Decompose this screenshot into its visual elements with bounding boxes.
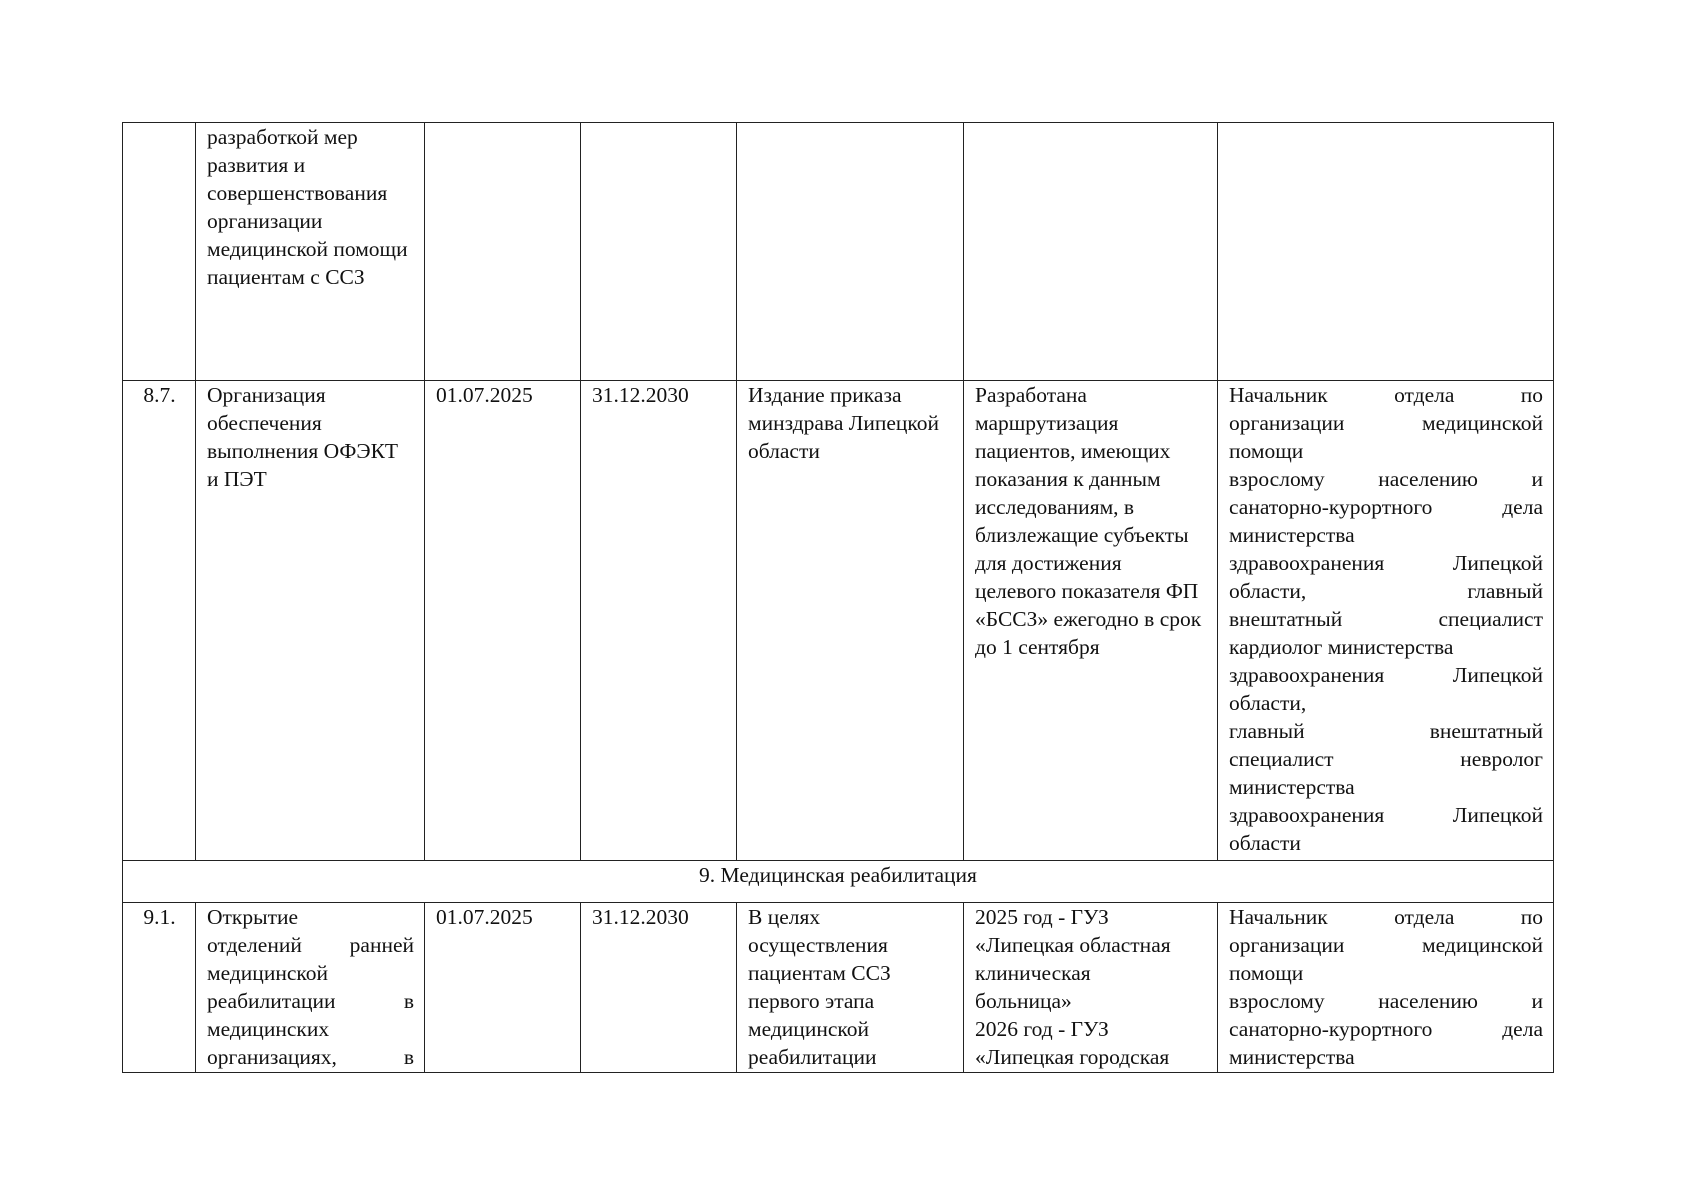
text-line: взрослому населению и	[1229, 467, 1543, 491]
text-line: здравоохранения Липецкой	[1229, 663, 1543, 687]
text-line: 2025 год - ГУЗ	[975, 905, 1109, 929]
text-line: «Липецкая областная	[975, 933, 1171, 957]
cell-end-date: 31.12.2030	[581, 381, 737, 861]
text-line: 2026 год - ГУЗ	[975, 1017, 1109, 1041]
cell-document	[737, 903, 964, 1073]
cell-number: 9.1.	[123, 903, 196, 1073]
text-line: реабилитации в	[207, 989, 414, 1013]
text-line: В целях	[748, 905, 821, 929]
text-line: организации медицинской	[1229, 933, 1543, 957]
cell-measure-name: Организация обеспечения выполнения ОФЭКТ и ПЭТ	[196, 381, 425, 861]
cell-result	[964, 123, 1218, 381]
text-line: здравоохранения Липецкой	[1229, 803, 1543, 827]
text-line: министерства	[1229, 775, 1355, 799]
cell-number: 8.7.	[123, 381, 196, 861]
table-row-continuation	[123, 123, 1554, 381]
cell-end-date: 31.12.2030	[581, 903, 737, 1073]
text-line: министерства	[1229, 1045, 1355, 1069]
text-line: министерства	[1229, 523, 1355, 547]
text-line: медицинской	[207, 961, 328, 985]
section-header-row	[123, 861, 1554, 903]
cell-start-date	[425, 123, 581, 381]
text-line: Начальник отдела по	[1229, 905, 1543, 929]
table-row-8-7	[123, 381, 1554, 861]
text-line: санаторно-курортного дела	[1229, 1017, 1543, 1041]
text-line: клиническая	[975, 961, 1091, 985]
cell-responsible	[1218, 381, 1554, 861]
table-row-9-1	[123, 903, 1554, 1073]
text-line: внештатный специалист	[1229, 607, 1543, 631]
section-title: 9. Медицинская реабилитация	[123, 861, 1554, 903]
text-line: кардиолог министерства	[1229, 635, 1454, 659]
text-line: организациях, в	[207, 1045, 414, 1069]
text-line: помощи	[1229, 961, 1304, 985]
text-line: главный внештатный	[1229, 719, 1543, 743]
text-line: реабилитации	[748, 1045, 877, 1069]
cell-end-date	[581, 123, 737, 381]
text-line: организации медицинской	[1229, 411, 1543, 435]
cell-start-date: 01.07.2025	[425, 903, 581, 1073]
text-line: Открытие	[207, 905, 299, 929]
text-line: Начальник отдела по	[1229, 383, 1543, 407]
text-line: медицинских	[207, 1017, 330, 1041]
text-line: пациентам ССЗ	[748, 961, 891, 985]
cell-result	[964, 903, 1218, 1073]
cell-responsible	[1218, 123, 1554, 381]
text-line: отделений ранней	[207, 933, 414, 957]
cell-measure-name: разработкой мер развития и совершенствования организации медицинской помощи пациентам с ССЗ	[196, 123, 425, 381]
cell-result: Разработана маршрутизация пациентов, имеющих показания к данным исследованиям, в близлежащие субъекты для достижения целевого показателя ФП «БССЗ» ежегодно в срок до 1 сентября	[964, 381, 1218, 861]
text-line: осуществления	[748, 933, 888, 957]
text-line: медицинской	[748, 1017, 869, 1041]
cell-responsible	[1218, 903, 1554, 1073]
text-line: специалист невролог	[1229, 747, 1543, 771]
text-line: области, главный	[1229, 579, 1543, 603]
text-line: взрослому населению и	[1229, 989, 1543, 1013]
text-line: области	[1229, 831, 1301, 855]
text-line: «Липецкая городская	[975, 1045, 1170, 1069]
cell-number	[123, 123, 196, 381]
text-line: первого этапа	[748, 989, 875, 1013]
cell-measure-name	[196, 903, 425, 1073]
measures-table	[122, 122, 1554, 1073]
text-line: области,	[1229, 691, 1307, 715]
text-line: больница»	[975, 989, 1072, 1013]
cell-document	[737, 123, 964, 381]
cell-document: Издание приказа минздрава Липецкой области	[737, 381, 964, 861]
cell-start-date: 01.07.2025	[425, 381, 581, 861]
text-line: помощи	[1229, 439, 1304, 463]
text-line: здравоохранения Липецкой	[1229, 551, 1543, 575]
text-line: санаторно-курортного дела	[1229, 495, 1543, 519]
